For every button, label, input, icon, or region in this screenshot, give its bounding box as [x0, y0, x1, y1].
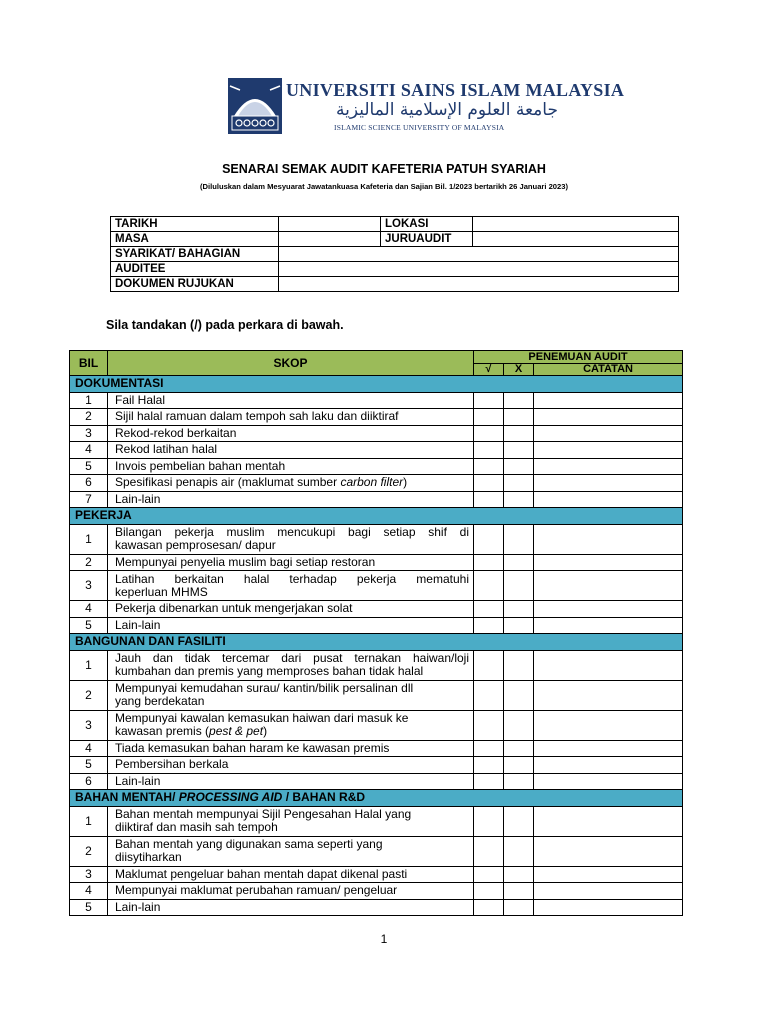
item-description: [108, 740, 474, 757]
catatan-cell[interactable]: [534, 458, 683, 475]
item-text-line1: [115, 410, 469, 423]
tick-cell[interactable]: [474, 617, 504, 634]
item-text-line1: [115, 556, 469, 569]
item-text-line1: [115, 619, 469, 632]
item-description: [108, 491, 474, 508]
item-text: Tiada kemasukan bahan haram ke kawasan premis: [115, 740, 390, 755]
university-name-sub: ISLAMIC SCIENCE UNIVERSITY OF MALAYSIA: [334, 123, 505, 132]
item-text-line1: [115, 476, 469, 489]
checklist-table: [69, 350, 683, 916]
label-masa: MASA: [111, 232, 279, 247]
item-text: Lain-lain: [115, 617, 161, 632]
x-cell[interactable]: [504, 680, 534, 710]
label-juruaudit: JURUAUDIT: [381, 232, 473, 247]
document-title: SENARAI SEMAK AUDIT KAFETERIA PATUH SYARIAH: [222, 162, 546, 176]
item-text-emphasis: pest & pet: [209, 724, 264, 738]
checklist-row: [70, 571, 683, 601]
item-description: [108, 392, 474, 409]
header-tick: √: [474, 363, 504, 376]
item-text-line1: [115, 394, 469, 407]
x-cell[interactable]: [504, 491, 534, 508]
item-text: Mempunyai kawalan kemasukan haiwan dari masuk ke: [115, 711, 409, 725]
item-text: Rekod-rekod berkaitan: [115, 425, 237, 440]
checklist-row: [70, 442, 683, 459]
catatan-cell[interactable]: [534, 680, 683, 710]
item-text-line2: [115, 539, 469, 552]
university-logo: [226, 76, 625, 140]
item-text: Lain-lain: [115, 899, 161, 914]
tick-cell[interactable]: [474, 554, 504, 571]
x-cell[interactable]: [504, 710, 534, 740]
field-tarikh[interactable]: [279, 217, 381, 232]
checklist-row: [70, 425, 683, 442]
item-text-line1: [115, 884, 469, 897]
catatan-cell[interactable]: [534, 554, 683, 571]
item-description: [108, 710, 474, 740]
item-description: [108, 571, 474, 601]
x-cell[interactable]: [504, 524, 534, 554]
item-number: 3: [70, 425, 108, 442]
checklist-row: [70, 680, 683, 710]
section-header-row: [70, 634, 683, 651]
item-description: [108, 601, 474, 618]
item-text-line1: [115, 742, 469, 755]
item-number: 4: [70, 601, 108, 618]
info-row-syarikat: [111, 247, 679, 262]
tick-cell[interactable]: [474, 601, 504, 618]
item-number: 5: [70, 899, 108, 916]
checklist-row: [70, 773, 683, 790]
x-cell[interactable]: [504, 425, 534, 442]
item-text-line1: [115, 775, 469, 788]
item-text-line1: [115, 443, 469, 456]
item-text: Bahan mentah mempunyai Sijil Pengesahan Halal yang: [115, 807, 412, 821]
checklist-row: [70, 866, 683, 883]
section-title-text: PEKERJA: [75, 508, 132, 523]
x-cell[interactable]: [504, 757, 534, 774]
tick-cell[interactable]: [474, 571, 504, 601]
x-cell[interactable]: [504, 866, 534, 883]
document-subtitle: (Diluluskan dalam Mesyuarat Jawatankuasa Kafeteria dan Sajian Bil. 1/2023 bertarikh 26 Januari 2023): [199, 182, 569, 191]
section-title: [70, 634, 683, 651]
checklist-row: [70, 650, 683, 680]
tick-cell[interactable]: [474, 491, 504, 508]
item-number: 2: [70, 554, 108, 571]
item-description: [108, 524, 474, 554]
tick-cell[interactable]: [474, 458, 504, 475]
catatan-cell[interactable]: [534, 710, 683, 740]
item-text-line2: [115, 695, 469, 708]
label-dokumen: DOKUMEN RUJUKAN: [111, 277, 279, 292]
item-number: 4: [70, 442, 108, 459]
x-cell[interactable]: [504, 475, 534, 492]
checklist-row: [70, 409, 683, 426]
item-description: [108, 458, 474, 475]
catatan-cell[interactable]: [534, 806, 683, 836]
item-text-line2: [115, 725, 469, 738]
checklist-row: [70, 740, 683, 757]
item-description: [108, 617, 474, 634]
section-header-row: [70, 376, 683, 393]
label-lokasi: LOKASI: [381, 217, 473, 232]
item-text: Rekod latihan halal: [115, 442, 218, 457]
item-number: 6: [70, 475, 108, 492]
checklist-row: [70, 524, 683, 554]
section-title: [70, 790, 683, 807]
tick-cell[interactable]: [474, 392, 504, 409]
item-number: 2: [70, 409, 108, 426]
item-description: [108, 806, 474, 836]
checklist-row: [70, 554, 683, 571]
tick-cell[interactable]: [474, 710, 504, 740]
checklist-row: [70, 491, 683, 508]
section-title-emphasis: PROCESSING AID: [178, 790, 283, 805]
item-description: [108, 425, 474, 442]
tick-cell[interactable]: [474, 883, 504, 900]
university-name-en: UNIVERSITI SAINS ISLAM MALAYSIA: [286, 80, 625, 100]
catatan-cell[interactable]: [534, 757, 683, 774]
item-description: [108, 554, 474, 571]
catatan-cell[interactable]: [534, 773, 683, 790]
checklist-row: [70, 899, 683, 916]
item-text-line2: [115, 586, 469, 599]
catatan-cell[interactable]: [534, 866, 683, 883]
item-text-continued: diiktiraf dan masih sah tempoh: [115, 820, 278, 834]
x-cell[interactable]: [504, 554, 534, 571]
tick-cell[interactable]: [474, 524, 504, 554]
field-syarikat[interactable]: [279, 247, 679, 262]
item-number: 6: [70, 773, 108, 790]
item-text: Mempunyai maklumat perubahan ramuan/ pengeluar: [115, 883, 398, 898]
catatan-cell[interactable]: [534, 425, 683, 442]
checklist-row: [70, 617, 683, 634]
item-number: 5: [70, 458, 108, 475]
item-description: [108, 866, 474, 883]
x-cell[interactable]: [504, 899, 534, 916]
item-text-continued: kawasan pemprosesan/ dapur: [115, 538, 276, 552]
item-text: Mempunyai penyelia muslim bagi setiap restoran: [115, 554, 376, 569]
university-crest-icon: [226, 76, 284, 136]
item-description: [108, 773, 474, 790]
item-number: 1: [70, 524, 108, 554]
x-cell[interactable]: [504, 773, 534, 790]
tick-cell[interactable]: [474, 680, 504, 710]
item-number: 7: [70, 491, 108, 508]
header-x: X: [504, 363, 534, 376]
field-auditee[interactable]: [279, 262, 679, 277]
checklist-row: [70, 392, 683, 409]
section-title-text: DOKUMENTASI: [75, 376, 164, 391]
item-description: [108, 650, 474, 680]
field-dokumen[interactable]: [279, 277, 679, 292]
item-description: [108, 475, 474, 492]
item-text-continued: keperluan MHMS: [115, 584, 208, 599]
item-description: [108, 757, 474, 774]
tick-cell[interactable]: [474, 442, 504, 459]
item-text-line2: [115, 821, 469, 834]
info-row-auditee: [111, 262, 679, 277]
x-cell[interactable]: [504, 392, 534, 409]
item-text-continued: diisytiharkan: [115, 850, 182, 864]
item-description: [108, 836, 474, 866]
section-header-row: [70, 790, 683, 807]
item-description: [108, 899, 474, 916]
tick-cell[interactable]: [474, 866, 504, 883]
item-number: 5: [70, 757, 108, 774]
header-penemuan-audit: PENEMUAN AUDIT: [474, 351, 683, 364]
item-text: Bilangan pekerja muslim mencukupi bagi setiap shif di: [115, 525, 469, 539]
table-header-row: [70, 351, 683, 364]
tick-cell[interactable]: [474, 409, 504, 426]
label-auditee: AUDITEE: [111, 262, 279, 277]
page-number: 1: [380, 932, 388, 946]
catatan-cell[interactable]: [534, 650, 683, 680]
item-text: Pekerja dibenarkan untuk mengerjakan solat: [115, 601, 353, 616]
item-description: [108, 442, 474, 459]
label-tarikh: TARIKH: [111, 217, 279, 232]
section-title: [70, 508, 683, 525]
item-text: Fail Halal: [115, 392, 166, 407]
item-text: Mempunyai kemudahan surau/ kantin/bilik persalinan dll: [115, 681, 414, 695]
item-text-suffix: ): [403, 475, 408, 490]
item-number: 5: [70, 617, 108, 634]
field-juruaudit[interactable]: [473, 232, 679, 247]
item-text: Lain-lain: [115, 773, 161, 788]
item-text: Invois pembelian bahan mentah: [115, 458, 286, 473]
x-cell[interactable]: [504, 442, 534, 459]
header-skop: SKOP: [108, 351, 474, 376]
item-text-continued: kawasan premis (: [115, 724, 210, 738]
item-text: Latihan berkaitan halal terhadap pekerja mematuhi: [115, 571, 469, 586]
catatan-cell[interactable]: [534, 491, 683, 508]
field-lokasi[interactable]: [473, 217, 679, 232]
x-cell[interactable]: [504, 883, 534, 900]
tick-cell[interactable]: [474, 740, 504, 757]
tick-cell[interactable]: [474, 773, 504, 790]
item-text-line1: [115, 427, 469, 440]
section-title-text: BAHAN MENTAH/: [75, 790, 176, 805]
catatan-cell[interactable]: [534, 475, 683, 492]
tick-cell[interactable]: [474, 757, 504, 774]
catatan-cell[interactable]: [534, 740, 683, 757]
item-description: [108, 409, 474, 426]
item-description: [108, 680, 474, 710]
checklist-row: [70, 806, 683, 836]
x-cell[interactable]: [504, 740, 534, 757]
item-text-line1: [115, 602, 469, 615]
tick-cell[interactable]: [474, 425, 504, 442]
catatan-cell[interactable]: [534, 836, 683, 866]
tick-cell[interactable]: [474, 806, 504, 836]
catatan-cell[interactable]: [534, 883, 683, 900]
section-title: [70, 376, 683, 393]
item-text-line2: [115, 851, 469, 864]
item-text-suffix: ): [263, 724, 268, 738]
x-cell[interactable]: [504, 409, 534, 426]
checklist-row: [70, 458, 683, 475]
tick-cell[interactable]: [474, 650, 504, 680]
x-cell[interactable]: [504, 601, 534, 618]
catatan-cell[interactable]: [534, 617, 683, 634]
checklist-row: [70, 601, 683, 618]
info-row-dokumen: [111, 277, 679, 292]
audit-info-table: [110, 216, 679, 292]
x-cell[interactable]: [504, 617, 534, 634]
checklist-row: [70, 836, 683, 866]
item-text-line2: [115, 665, 469, 678]
catatan-cell[interactable]: [534, 571, 683, 601]
catatan-cell[interactable]: [534, 899, 683, 916]
section-title-suffix: / BAHAN R&D: [285, 790, 366, 805]
item-text-line1: [115, 460, 469, 473]
tick-cell[interactable]: [474, 899, 504, 916]
item-text-line1: [115, 868, 469, 881]
section-header-row: [70, 508, 683, 525]
item-text: Jauh dan tidak tercemar dari pusat ternakan haiwan/loji: [115, 651, 469, 665]
item-text-continued: kumbahan dan premis yang memproses bahan tidak halal: [115, 664, 424, 678]
item-number: 2: [70, 680, 108, 710]
item-text: Bahan mentah yang digunakan sama seperti yang: [115, 837, 383, 851]
tick-cell[interactable]: [474, 836, 504, 866]
item-text: Lain-lain: [115, 491, 161, 506]
field-masa[interactable]: [279, 232, 381, 247]
x-cell[interactable]: [504, 836, 534, 866]
item-number: 3: [70, 866, 108, 883]
catatan-cell[interactable]: [534, 442, 683, 459]
university-name-ar: جامعة العلوم الإسلامية الماليزية: [336, 100, 558, 120]
item-number: 2: [70, 836, 108, 866]
x-cell[interactable]: [504, 806, 534, 836]
info-row-tarikh: [111, 217, 679, 232]
item-number: 1: [70, 392, 108, 409]
header-bil: BIL: [70, 351, 108, 376]
checklist-row: [70, 475, 683, 492]
item-text: Sijil halal ramuan dalam tempoh sah laku dan diiktiraf: [115, 409, 399, 424]
item-text: Spesifikasi penapis air (maklumat sumber: [115, 475, 338, 490]
tick-cell[interactable]: [474, 475, 504, 492]
item-text-line1: [115, 493, 469, 506]
item-number: 3: [70, 710, 108, 740]
item-description: [108, 883, 474, 900]
catatan-cell[interactable]: [534, 601, 683, 618]
section-title-text: BANGUNAN DAN FASILITI: [75, 634, 226, 649]
item-number: 4: [70, 883, 108, 900]
instruction-text: Sila tandakan (/) pada perkara di bawah.: [106, 318, 344, 332]
item-text: Pembersihan berkala: [115, 757, 229, 772]
x-cell[interactable]: [504, 650, 534, 680]
catatan-cell[interactable]: [534, 524, 683, 554]
checklist-row: [70, 710, 683, 740]
item-number: 1: [70, 650, 108, 680]
header-catatan: CATATAN: [534, 363, 683, 376]
item-number: 1: [70, 806, 108, 836]
item-text-line1: [115, 901, 469, 914]
info-row-masa: [111, 232, 679, 247]
item-number: 3: [70, 571, 108, 601]
item-text-continued: yang berdekatan: [115, 694, 205, 708]
checklist-row: [70, 757, 683, 774]
item-text: Maklumat pengeluar bahan mentah dapat dikenal pasti: [115, 866, 408, 881]
x-cell[interactable]: [504, 571, 534, 601]
item-number: 4: [70, 740, 108, 757]
checklist-row: [70, 883, 683, 900]
item-text-line1: [115, 758, 469, 771]
catatan-cell[interactable]: [534, 409, 683, 426]
item-text-emphasis: carbon filter: [340, 475, 404, 490]
x-cell[interactable]: [504, 458, 534, 475]
label-syarikat: SYARIKAT/ BAHAGIAN: [111, 247, 279, 262]
catatan-cell[interactable]: [534, 392, 683, 409]
